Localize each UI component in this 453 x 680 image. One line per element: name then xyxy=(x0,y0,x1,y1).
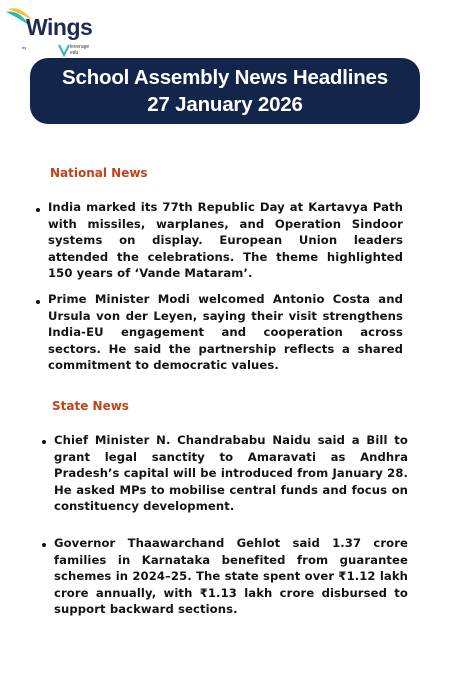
leverage-logo-icon xyxy=(58,43,70,57)
page-title: School Assembly News Headlines xyxy=(62,66,388,89)
bullet-dot xyxy=(42,543,46,547)
bullet-dot xyxy=(36,300,40,304)
section-heading-national: National News xyxy=(50,166,148,180)
section-heading-state: State News xyxy=(52,399,129,413)
news-item-state-1: Chief Minister N. Chandrababu Naidu said a Bill to grant legal sanctity to Amaravati as Andhra Pradesh’s capital will be introduced from January 28. He asked MPs to mobilise central funds and focus on constituency development. xyxy=(54,433,408,514)
bullet-dot xyxy=(42,440,46,444)
brand-sub-line1: leverage xyxy=(70,44,90,50)
page-date: 27 January 2026 xyxy=(147,93,303,116)
brand-by: by xyxy=(22,45,27,50)
title-banner xyxy=(30,58,420,124)
news-item-national-1: India marked its 77th Republic Day at Kartavya Path with missiles, warplanes, and Operation Sindoor systems on display. European Union leaders attended the celebrations. The theme highlighted 150 years of ‘Vande Mataram’. xyxy=(48,200,403,281)
brand-sub-line2: edu xyxy=(70,50,79,56)
news-item-state-2: Governor Thaawarchand Gehlot said 1.37 crore families in Karnataka benefited from guarantee schemes in 2024–25. The state spent over ₹1.12 lakh crore annually, with ₹1.13 lakh crore disbursed to support backward sections. xyxy=(54,536,408,617)
brand-sub xyxy=(70,44,89,56)
bullet-dot xyxy=(36,208,40,212)
news-item-national-2: Prime Minister Modi welcomed Antonio Costa and Ursula von der Leyen, saying their visit strengthens India-EU engagement and cooperation across sectors. He said the partnership reflects a shared commitment to democratic values. xyxy=(48,292,403,373)
brand-name: Wings xyxy=(26,14,93,40)
brand-logo xyxy=(4,6,114,58)
